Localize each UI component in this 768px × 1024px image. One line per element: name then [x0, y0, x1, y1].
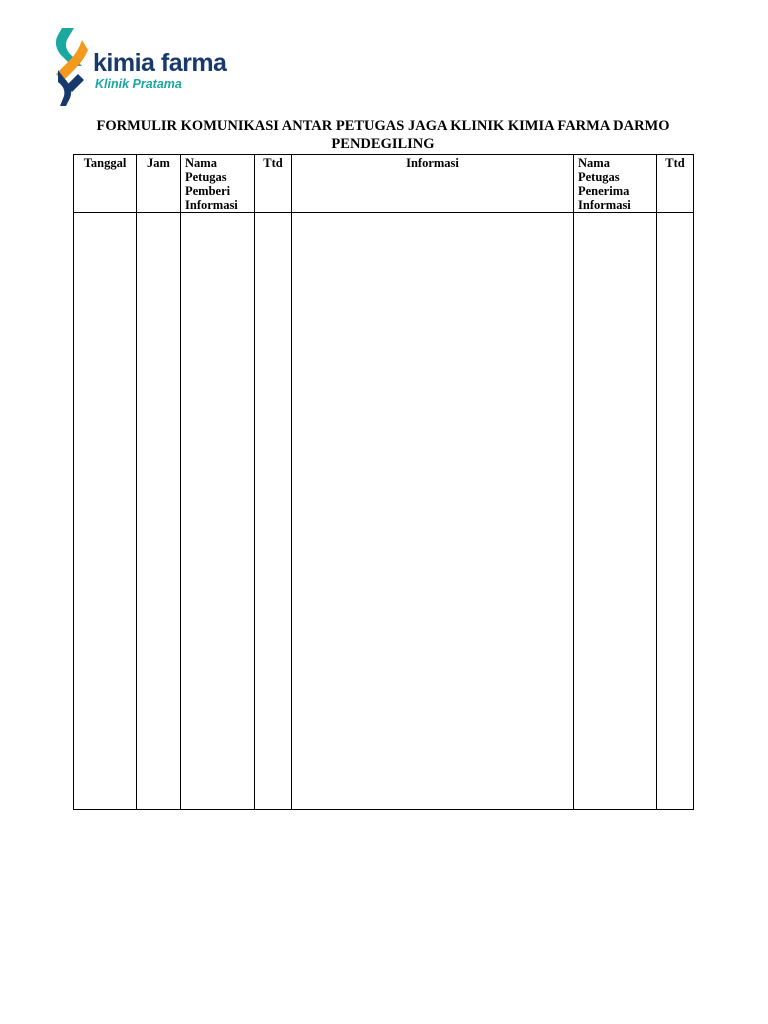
header-nama-petugas-pemberi: Nama Petugas Pemberi Informasi — [181, 155, 255, 213]
header-ttd-penerima: Ttd — [657, 155, 694, 213]
form-title: FORMULIR KOMUNIKASI ANTAR PETUGAS JAGA KLINIK KIMIA FARMA DARMO PENDEGILING — [96, 118, 670, 152]
cell-nama-penerima[interactable] — [574, 213, 657, 810]
logo-name: kimia farma — [93, 49, 227, 77]
logo-subtitle: Klinik Pratama — [95, 77, 182, 91]
header-ttd-pemberi: Ttd — [255, 155, 292, 213]
header-informasi: Informasi — [292, 155, 574, 213]
header-tanggal: Tanggal — [74, 155, 137, 213]
kimia-farma-logo-icon — [52, 26, 92, 108]
cell-ttd-penerima[interactable] — [657, 213, 694, 810]
table-header-row — [74, 155, 694, 213]
cell-jam[interactable] — [137, 213, 181, 810]
header-nama-petugas-penerima: Nama Petugas Penerima Informasi — [574, 155, 657, 213]
clinic-logo — [52, 26, 232, 108]
cell-informasi[interactable] — [292, 213, 574, 810]
cell-nama-pemberi[interactable] — [181, 213, 255, 810]
communication-form-table — [73, 154, 694, 810]
header-jam: Jam — [137, 155, 181, 213]
table-row — [74, 213, 694, 810]
cell-tanggal[interactable] — [74, 213, 137, 810]
cell-ttd-pemberi[interactable] — [255, 213, 292, 810]
